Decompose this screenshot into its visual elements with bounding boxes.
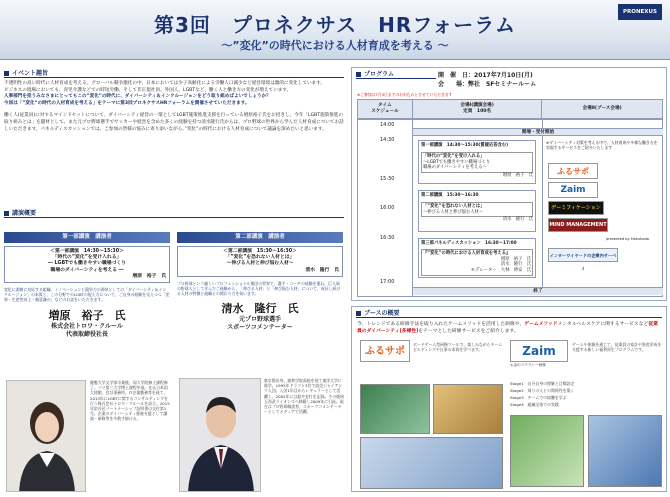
session-3-detail: 『”変化”の時代における人材育成を考える』 増原 裕子 氏 清水 隆行 氏 モデレーター 大林 伸安 氏 bbox=[421, 249, 533, 276]
divider bbox=[412, 119, 413, 297]
program-meta bbox=[438, 71, 536, 89]
booth-note: ※ダイバーシティ対策を考える中で、人材育成や多様な働き方を実現するサービスをご紹介いたします bbox=[546, 140, 658, 151]
time-1630: 16:30 bbox=[380, 235, 395, 241]
program-table-header bbox=[357, 99, 663, 119]
lecture-second-sub: ～伸びる人材と伸び悩む人材～ bbox=[226, 261, 294, 267]
stage-3: Stage3 チームでの協働を学ぶ bbox=[510, 395, 567, 400]
time-1700: 17:00 bbox=[380, 279, 395, 285]
stage-2: Stage2 周りの人との関係性を築く bbox=[510, 388, 575, 393]
time-1600: 16:00 bbox=[380, 205, 395, 211]
lecture-first-org2: 代表取締役社長 bbox=[65, 330, 108, 338]
lecture-first-speaker: 増原 裕子 氏 bbox=[132, 273, 166, 279]
divider bbox=[542, 119, 543, 287]
event-section bbox=[4, 70, 344, 133]
session-1-speaker: 増原 裕子 氏 bbox=[502, 173, 533, 179]
lecture-second-org1: 元プロ野球選手 bbox=[238, 316, 281, 324]
brand-furusapo: ふるサポ bbox=[548, 163, 598, 179]
lecture-first bbox=[4, 232, 170, 339]
booth-stages bbox=[510, 380, 660, 408]
time-1400: 14:00 bbox=[380, 122, 395, 128]
session-1-label: 第一部講演 14:30～15:30(質疑応答含む) bbox=[421, 143, 509, 148]
event-p2-highlight: 人事部門を担うみなさまにとってもこの”変化”の時代に、ダイバーシティ＆インクルージョンをどう取り組めばよいでしょうか？ bbox=[4, 94, 271, 100]
lecture-first-sub2: 職場のダイバーシティを考える ― bbox=[50, 267, 124, 273]
booth-left-photo-3 bbox=[360, 437, 503, 489]
session-3-label: 第三部パネルディスカッション 16:30～17:00 bbox=[421, 241, 517, 246]
col-hall2: 会場Ⅱ(ブース会場) bbox=[542, 100, 663, 119]
event-heading: イベント趣旨 bbox=[4, 70, 344, 78]
lecture-second-time: ＜第二部講演 15:30～16:30＞ bbox=[223, 249, 297, 254]
venue-label: 会 場 bbox=[438, 81, 463, 88]
lecture-second-org2: スポーツコメンテーター bbox=[227, 324, 293, 332]
page-subtitle: ～”変化”の時代における人材育成を考える ～ bbox=[221, 39, 449, 52]
time-1430: 14:30 bbox=[380, 137, 395, 143]
lecture-second bbox=[177, 232, 343, 332]
brand-mind-management: MIND MANAGEMENT bbox=[548, 218, 608, 232]
date-value: ：2017年7月10日(月) bbox=[468, 72, 533, 79]
lecture-first-theme: 「時代の”変化”を受け入れる」 bbox=[52, 255, 122, 261]
booth-right-desc: ゲームや体験を通じて、従業員の家計や資産形成を支援する新しい福利厚生プログラムです。 bbox=[572, 342, 662, 353]
lecture-first-time: ＜第一部講演 14:30～15:30＞ bbox=[50, 249, 124, 254]
lecture-second-name: 清水 隆行 氏 bbox=[221, 302, 299, 316]
person-photo-icon bbox=[7, 381, 86, 492]
event-p1: 不透明性の高い時代に人材育成を考える。グローバル競争激化の中、日本においては少子高齢化による労働人口減少など経営環境は激的に変化しています。 bbox=[4, 81, 325, 86]
session-2-speaker: 清水 隆行 氏 bbox=[502, 217, 533, 223]
booth-right-photo-2 bbox=[588, 415, 662, 487]
booth-left-photo-2 bbox=[433, 384, 503, 434]
speaker-photo-shimizu bbox=[179, 378, 261, 492]
company-logo: PRONEXUS bbox=[618, 4, 662, 20]
lecture-first-intro: 変化に柔軟に対応する組織、イノベーションと競争力の源泉としての「ダイバーシティ＆インクルージョン」の本質と、この分野でのLGBTの捉え方について、ご自身の経験を交えつつ「差異・生産性向上・無意識の」などのお話をいただきます。 bbox=[4, 287, 170, 303]
brand-interwired: インターワイヤードの企業内サーベイ bbox=[548, 248, 618, 262]
program-note: ※ご参加は7月3日までのお申込みとさせていただきます bbox=[357, 92, 453, 97]
booth-heading-wrap bbox=[356, 310, 662, 318]
lecture-second-intro: プロ野球という厳しいプロフェッショナル集団の世界で、選手・コーチの経験を重ね、巨人軍の野球人として歩んだご経験から、「伸びる人材」と「伸び悩む人材」について、成長し続ける人材の特徴と組織との関わり方を伺います。 bbox=[177, 280, 341, 297]
lecture-second-profile: 東京都出身。浦和学院高校を経て東洋大学に進学。1995年ドラフト3位で読売ジャイアンツ入団。入団1年目からレギュラーとして活躍し、2002年には最多安打を記録。その後埼玉西武ライオンズへ移籍し2009年に引退。現在はプロ野球解説者、スポーツコメンテーターとしてメディアで活躍。 bbox=[264, 378, 344, 415]
booth-heading: ブースの概要 bbox=[356, 310, 662, 318]
col-hall1: 会場Ⅰ(講演会場) 定員 100名 bbox=[412, 100, 542, 119]
booth-right-photo-1 bbox=[510, 415, 584, 487]
time-1530: 15:30 bbox=[380, 176, 395, 182]
program-heading: プログラム bbox=[356, 71, 436, 79]
booth-right-brand: Zaim bbox=[510, 340, 568, 362]
page-title: 第3回 プロネクサス HRフォーラム bbox=[153, 13, 517, 37]
brand-zaim: Zaim bbox=[548, 182, 598, 198]
booth-right-brand-sub: お金のリテラシー研修 bbox=[510, 363, 546, 367]
event-p3: 今回は「”変化”の時代の人材育成を考える」をテーマに第3回プロネクサスHRフォーラムを開催させていただきます。 bbox=[4, 100, 250, 106]
end-row: 終了 bbox=[413, 287, 663, 295]
booth-left-photo-1 bbox=[360, 384, 430, 434]
lectures-section bbox=[4, 210, 344, 218]
session-2-detail: 「”変化”を恐れない人材とは」 ～伸びる人材と伸び悩む人材～ bbox=[421, 202, 533, 218]
session-3-box bbox=[418, 238, 536, 278]
lecture-first-org1: 株式会社トロワ・クルール bbox=[51, 322, 123, 330]
session-1-detail: 「時代の”変化”を受け入れる」 ～LGBTでも働きやすい職場づくり 職場のダイバーシティを考える～ bbox=[421, 152, 533, 173]
event-p4: 働く人(従業員)に対するマインドセットについて、ダイバーシティ経営の一環としてLGBT施策推進支援を行っている増原裕子氏をお招きし、今年「LGBT施策推進の取り組みとは」を題材として、また元プロ野球選手でサッカーや経営を含めた多くの経験を持つ清水隆行氏からは、プロ野球の世界から学んだ人材育成についてお話しいただきます。パネルディスカッションでは、ご参加の皆様の悩みに寄り添いながら、”変化”の時代における人材育成について議論を深めたいと思います。 bbox=[4, 113, 344, 132]
booth-left-brand: ふるサポ bbox=[360, 340, 410, 362]
lecture-first-name: 増原 裕子 氏 bbox=[48, 308, 126, 322]
stage-4: Stage4 組織全体での実践 bbox=[510, 402, 559, 407]
person-photo-icon bbox=[180, 379, 261, 492]
lecture-first-sub: ― LGBTでも働きやすい職場づくり bbox=[48, 261, 126, 267]
lecture-second-theme: 「”変化”を恐れない人材とは」 bbox=[225, 255, 295, 261]
booth-intro: 今、トレンドである研修手法を取り入れたゲームメソッドを活用した研修や、ゲームメソッドメンタルヘルスケアに関するサービスなど従業員のダイバーシティ(多様性)をテーマとした研修サービスをご紹介します。 bbox=[357, 322, 658, 334]
speaker-photo-masuhara bbox=[6, 380, 86, 492]
venue-value: ：弊社 5Fセミナールーム bbox=[462, 81, 537, 88]
brand-gamification: ゲーミフィケーション bbox=[548, 201, 604, 215]
booth-left-desc: ボードゲーム型研修ツールで、楽しみながらチームビルディングや仕事の本質を学べます。 bbox=[413, 342, 503, 353]
lecture-first-bar: 第一部講演 講演者 bbox=[4, 232, 170, 243]
lecture-second-box bbox=[177, 246, 343, 277]
lectures-heading: 講演概要 bbox=[4, 210, 344, 218]
session-1-box bbox=[418, 140, 536, 184]
event-p2: ビジネスの現場においても、育児介護などでの時短労働、そして非正規社員、外国人、LGBTなど、働く人と働き方の変化が増えています。 bbox=[4, 87, 292, 93]
program-heading-wrap bbox=[356, 71, 436, 79]
lecture-first-box bbox=[4, 246, 170, 283]
lecture-second-speaker: 清水 隆行 氏 bbox=[305, 267, 339, 273]
col-time: タイム スケジュール bbox=[358, 100, 413, 119]
reception-row: 開場・受付開始 bbox=[413, 128, 663, 136]
session-2-label: 第二部講演 15:30～16:30 bbox=[421, 193, 479, 198]
stage-1: Stage1 自分自身の理解と目標設定 bbox=[510, 381, 575, 386]
session-2-box bbox=[418, 190, 536, 232]
date-label: 開 催 日 bbox=[438, 72, 469, 79]
brand-mind-by: presented by Hakuhodo bbox=[606, 237, 649, 241]
lecture-first-profile: 慶應大学文学部卒業後、同大学院修士課程修了。パリ第三大学博士課程中退。在仏日本国大使館、会計事務所、IT企業勤務等を経て、2013年にLGBTに関するコンサルティングを行う株式会社トロワ・クルールを設立。2015年渋谷区パートナーシップ証明書の交付第1号。企業のダイバーシティ推進支援として講演・研修等を多数手掛ける。 bbox=[90, 380, 170, 422]
lecture-second-bar: 第二部講演 講演者 bbox=[177, 232, 343, 243]
